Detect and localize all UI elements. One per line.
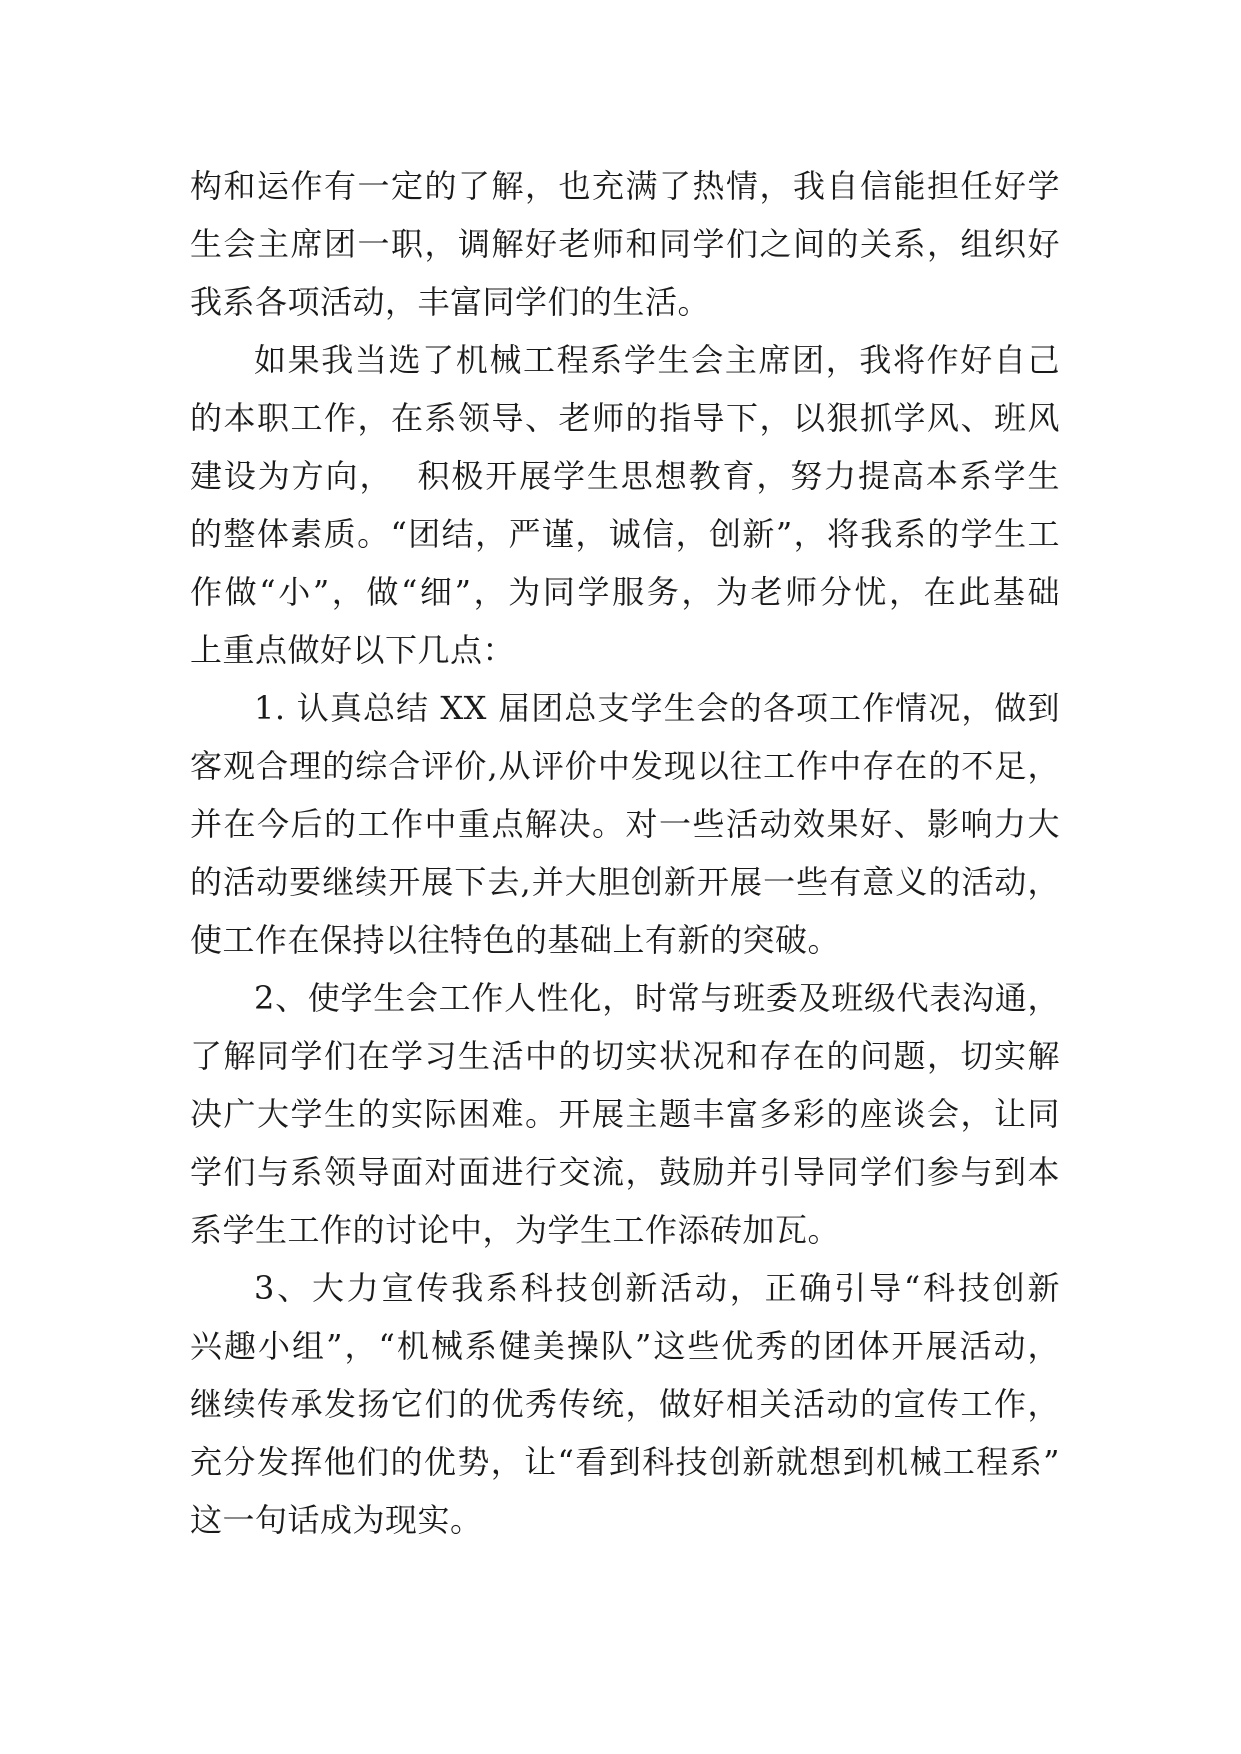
text-line: 继续传承发扬它们的优秀传统，做好相关活动的宣传工作， (190, 1385, 1060, 1423)
text-line: 的整体素质。“团结，严谨，诚信，创新”，将我系的学生工 (190, 515, 1060, 553)
text-line: 3、大力宣传我系科技创新活动，正确引导“科技创新 (254, 1269, 1060, 1307)
text-line: 上重点做好以下几点： (190, 631, 516, 669)
text-line: 的本职工作，在系领导、老师的指导下，以狠抓学风、班风 (190, 399, 1060, 437)
text-line: 我系各项活动，丰富同学们的生活。 (190, 283, 711, 321)
text-line: 构和运作有一定的了解，也充满了热情，我自信能担任好学 (190, 167, 1060, 205)
text-line: 决广大学生的实际困难。开展主题丰富多彩的座谈会，让同 (190, 1095, 1060, 1133)
paragraph-4 (190, 969, 1060, 1259)
text-line: 了解同学们在学习生活中的切实状况和存在的问题，切实解 (190, 1037, 1060, 1075)
text-line: 如果我当选了机械工程系学生会主席团，我将作好自己 (254, 341, 1060, 379)
text-line: 作做“小”，做“细”，为同学服务，为老师分忧，在此基础 (190, 573, 1060, 611)
text-line: 充分发挥他们的优势，让“看到科技创新就想到机械工程系” (190, 1443, 1060, 1481)
text-line: 2、使学生会工作人性化，时常与班委及班级代表沟通， (254, 979, 1060, 1017)
paragraph-2 (190, 331, 1060, 679)
text-line: 学们与系领导面对面进行交流，鼓励并引导同学们参与到本 (190, 1153, 1060, 1191)
text-line: 这一句话成为现实。 (190, 1501, 483, 1539)
paragraph-3 (190, 679, 1060, 969)
text-line: 使工作在保持以往特色的基础上有新的突破。 (190, 921, 841, 959)
text-line: 客观合理的综合评价,从评价中发现以往工作中存在的不足， (190, 747, 1060, 785)
text-line: 1. 认真总结 XX 届团总支学生会的各项工作情况，做到 (254, 689, 1060, 727)
text-line: 并在今后的工作中重点解决。对一些活动效果好、影响力大 (190, 805, 1060, 843)
text-line: 生会主席团一职，调解好老师和同学们之间的关系，组织好 (190, 225, 1060, 263)
text-line: 建设为方向， 积极开展学生思想教育，努力提高本系学生 (190, 457, 1060, 495)
paragraph-5 (190, 1259, 1060, 1549)
text-line: 系学生工作的讨论中，为学生工作添砖加瓦。 (190, 1211, 841, 1249)
text-line: 的活动要继续开展下去,并大胆创新开展一些有意义的活动， (190, 863, 1060, 901)
paragraph-1 (190, 157, 1060, 331)
text-line: 兴趣小组”，“机械系健美操队”这些优秀的团体开展活动， (190, 1327, 1060, 1365)
document-body (190, 157, 1060, 1549)
